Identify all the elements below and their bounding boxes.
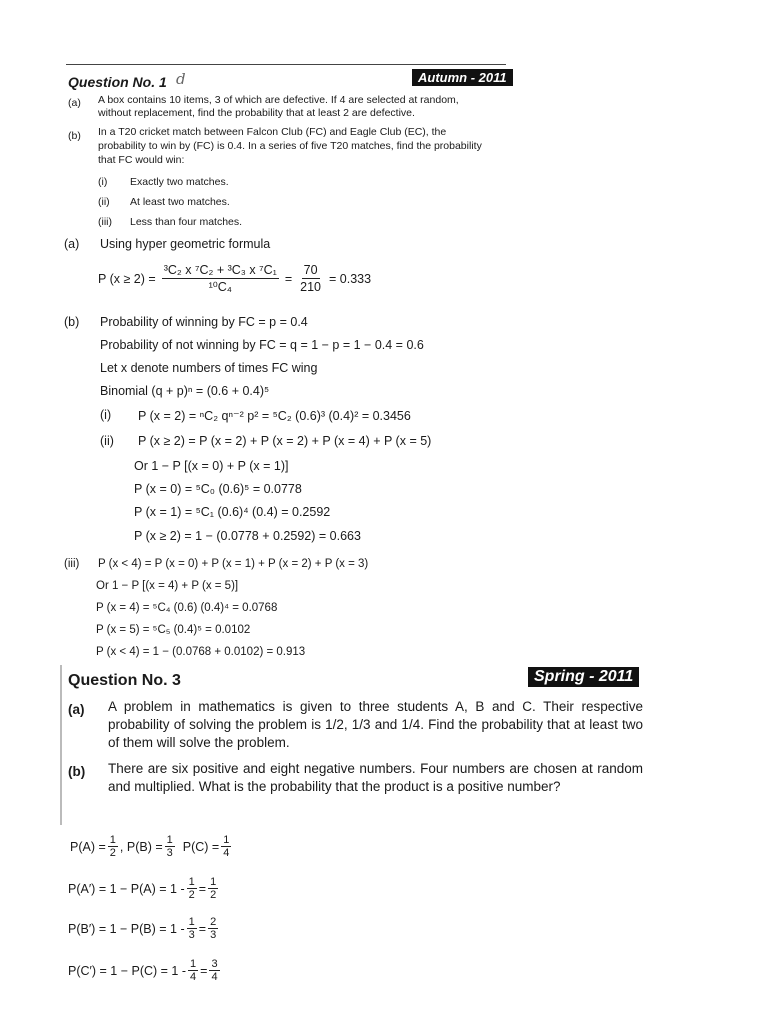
pc-comp-rden: 4 <box>211 971 218 983</box>
hyper-numerator: ³C₂ x ⁷C₂ + ³C₃ x ⁷C₁ <box>163 263 277 277</box>
sol1-ii-line-5: P (x ≥ 2) = 1 − (0.0778 + 0.2592) = 0.663 <box>134 529 361 543</box>
q3-a-label: (a) <box>68 702 85 717</box>
q1-sub-label-3: (iii) <box>98 216 112 228</box>
pb-comp-result <box>208 916 218 941</box>
hyper-result: = 0.333 <box>329 271 372 286</box>
sol1-iii-line-4: P (x = 5) = ⁵C₅ (0.4)⁵ = 0.0102 <box>96 624 251 636</box>
pc-comp-label: P(C′) = 1 − P(C) = 1 - <box>68 963 186 978</box>
sol1-b-label: (b) <box>64 315 80 329</box>
q1-sub-text-3: Less than four matches. <box>130 216 243 228</box>
pb-frac <box>165 834 175 859</box>
sol1-iii-line-3: P (x = 4) = ⁵C₄ (0.6) (0.4)⁴ = 0.0768 <box>96 602 278 614</box>
pc-comp-num: 1 <box>190 958 197 970</box>
q1-a-line2: without replacement, find the probability that at least 2 are defective. <box>98 107 415 119</box>
pc-frac <box>221 834 231 859</box>
q3-title: Question No. 3 <box>68 672 181 689</box>
sol1-iii-line-2: Or 1 − P [(x = 4) + P (x = 5)] <box>96 580 239 592</box>
pa-comp-den: 2 <box>188 889 195 901</box>
sol3-line-1 <box>70 834 233 859</box>
pa-den: 2 <box>109 847 116 859</box>
sol1-b-line-1: Probability of winning by FC = p = 0.4 <box>100 315 308 329</box>
sol1-ii-label: (ii) <box>100 434 114 448</box>
pb-comp-label: P(B′) = 1 − P(B) = 1 - <box>68 921 185 936</box>
q1-sub-text-2: At least two matches. <box>130 196 230 208</box>
pc-comp-rnum: 3 <box>211 958 218 970</box>
pc-comp-result <box>209 958 219 983</box>
hyper-fraction-2 <box>298 262 323 295</box>
q3-box-border <box>60 665 62 825</box>
hyper-numerator-2: 70 <box>303 263 318 277</box>
pa-comp-eq: = <box>198 881 207 896</box>
sol3-line-3 <box>68 916 220 941</box>
pb-label: , P(B) = <box>119 839 163 854</box>
top-rule <box>66 64 506 65</box>
sol1-i-label: (i) <box>100 408 112 422</box>
q1-sub-text-1: Exactly two matches. <box>130 176 229 188</box>
pa-comp-label: P(A′) = 1 − P(A) = 1 - <box>68 881 185 896</box>
sol1-ii-line-4: P (x = 1) = ⁵C₁ (0.6)⁴ (0.4) = 0.2592 <box>134 505 331 519</box>
pa-comp-frac <box>187 876 197 901</box>
sol1-b-line-4: Binomial (q + p)ⁿ = (0.6 + 0.4)⁵ <box>100 384 270 398</box>
pa-comp-rden: 2 <box>210 889 217 901</box>
pb-comp-den: 3 <box>188 929 195 941</box>
q1-b-label: (b) <box>68 130 81 142</box>
sol1-b-line-2: Probability of not winning by FC = q = 1 − p = 1 − 0.4 = 0.6 <box>100 338 424 352</box>
pb-comp-rden: 3 <box>210 929 217 941</box>
hyper-formula <box>98 262 371 295</box>
q3-badge: Spring - 2011 <box>528 667 639 687</box>
pc-comp-frac <box>188 958 198 983</box>
q1-a-label: (a) <box>68 97 81 109</box>
hyper-fraction <box>162 262 279 295</box>
pc-comp-eq: = <box>200 963 208 978</box>
q1-b-line3: that FC would win: <box>98 154 185 166</box>
sol1-ii-line-1: P (x ≥ 2) = P (x = 2) + P (x = 2) + P (x = 4) + P (x = 5) <box>138 434 432 448</box>
sol1-iii-label: (iii) <box>64 558 80 570</box>
sol1-b-line-3: Let x denote numbers of times FC wing <box>100 361 318 375</box>
pa-label: P(A) = <box>70 839 106 854</box>
q1-title: Question No. 1 <box>68 74 167 90</box>
pc-den: 4 <box>223 847 230 859</box>
pb-den: 3 <box>166 847 173 859</box>
q3-b-label: (b) <box>68 764 86 779</box>
q1-a-line1: A box contains 10 items, 3 of which are defective. If 4 are selected at random, <box>98 94 459 106</box>
pb-comp-rnum: 2 <box>210 916 217 928</box>
sol1-ii-line-3: P (x = 0) = ⁵C₀ (0.6)⁵ = 0.0778 <box>134 482 302 496</box>
hyper-eq: = <box>284 271 293 286</box>
sol3-line-2 <box>68 876 220 901</box>
pa-comp-rnum: 1 <box>210 876 217 888</box>
pa-comp-result <box>208 876 218 901</box>
q1-b-line2: probability to win by (FC) is 0.4. In a series of five T20 matches, find the probability <box>98 140 482 152</box>
hyper-denominator: ¹⁰C₄ <box>208 280 232 294</box>
sol1-a-text: Using hyper geometric formula <box>100 237 271 251</box>
hyper-lhs: P (x ≥ 2) = <box>98 271 156 286</box>
hyper-denominator-2: 210 <box>300 280 322 294</box>
pa-frac <box>108 834 118 859</box>
sol1-iii-line-5: P (x < 4) = 1 − (0.0768 + 0.0102) = 0.913 <box>96 646 306 658</box>
pc-label: P(C) = <box>182 839 220 854</box>
pa-comp-num: 1 <box>188 876 195 888</box>
pa-num: 1 <box>109 834 116 846</box>
handwritten-mark: d <box>176 70 186 88</box>
q3-a-text: A problem in mathematics is given to three students A, B and C. Their respective probability of solving the problem is 1/2, 1/3 and 1/4. Find the probability that at least two of them will solve the problem. <box>108 699 643 750</box>
pb-num: 1 <box>166 834 173 846</box>
sol1-i-text: P (x = 2) = ⁿC₂ qⁿ⁻² p² = ⁵C₂ (0.6)³ (0.4)² = 0.3456 <box>138 409 411 423</box>
sol1-ii-line-2: Or 1 − P [(x = 0) + P (x = 1)] <box>134 459 289 473</box>
pb-comp-frac <box>187 916 197 941</box>
q1-sub-label-1: (i) <box>98 176 108 188</box>
pc-num: 1 <box>223 834 230 846</box>
q1-sub-label-2: (ii) <box>98 196 110 208</box>
pc-comp-den: 4 <box>190 971 197 983</box>
sol1-a-label: (a) <box>64 237 80 251</box>
q1-b-line1: In a T20 cricket match between Falcon Club (FC) and Eagle Club (EC), the <box>98 126 447 138</box>
pb-comp-num: 1 <box>188 916 195 928</box>
q1-badge: Autumn - 2011 <box>412 69 513 86</box>
q3-b-text: There are six positive and eight negative numbers. Four numbers are chosen at random and multiplied. What is the probability that the product is a positive number? <box>108 761 643 794</box>
pb-comp-eq: = <box>198 921 207 936</box>
sol1-iii-line-1: P (x < 4) = P (x = 0) + P (x = 1) + P (x = 2) + P (x = 3) <box>98 558 369 570</box>
sol3-line-4 <box>68 958 222 983</box>
